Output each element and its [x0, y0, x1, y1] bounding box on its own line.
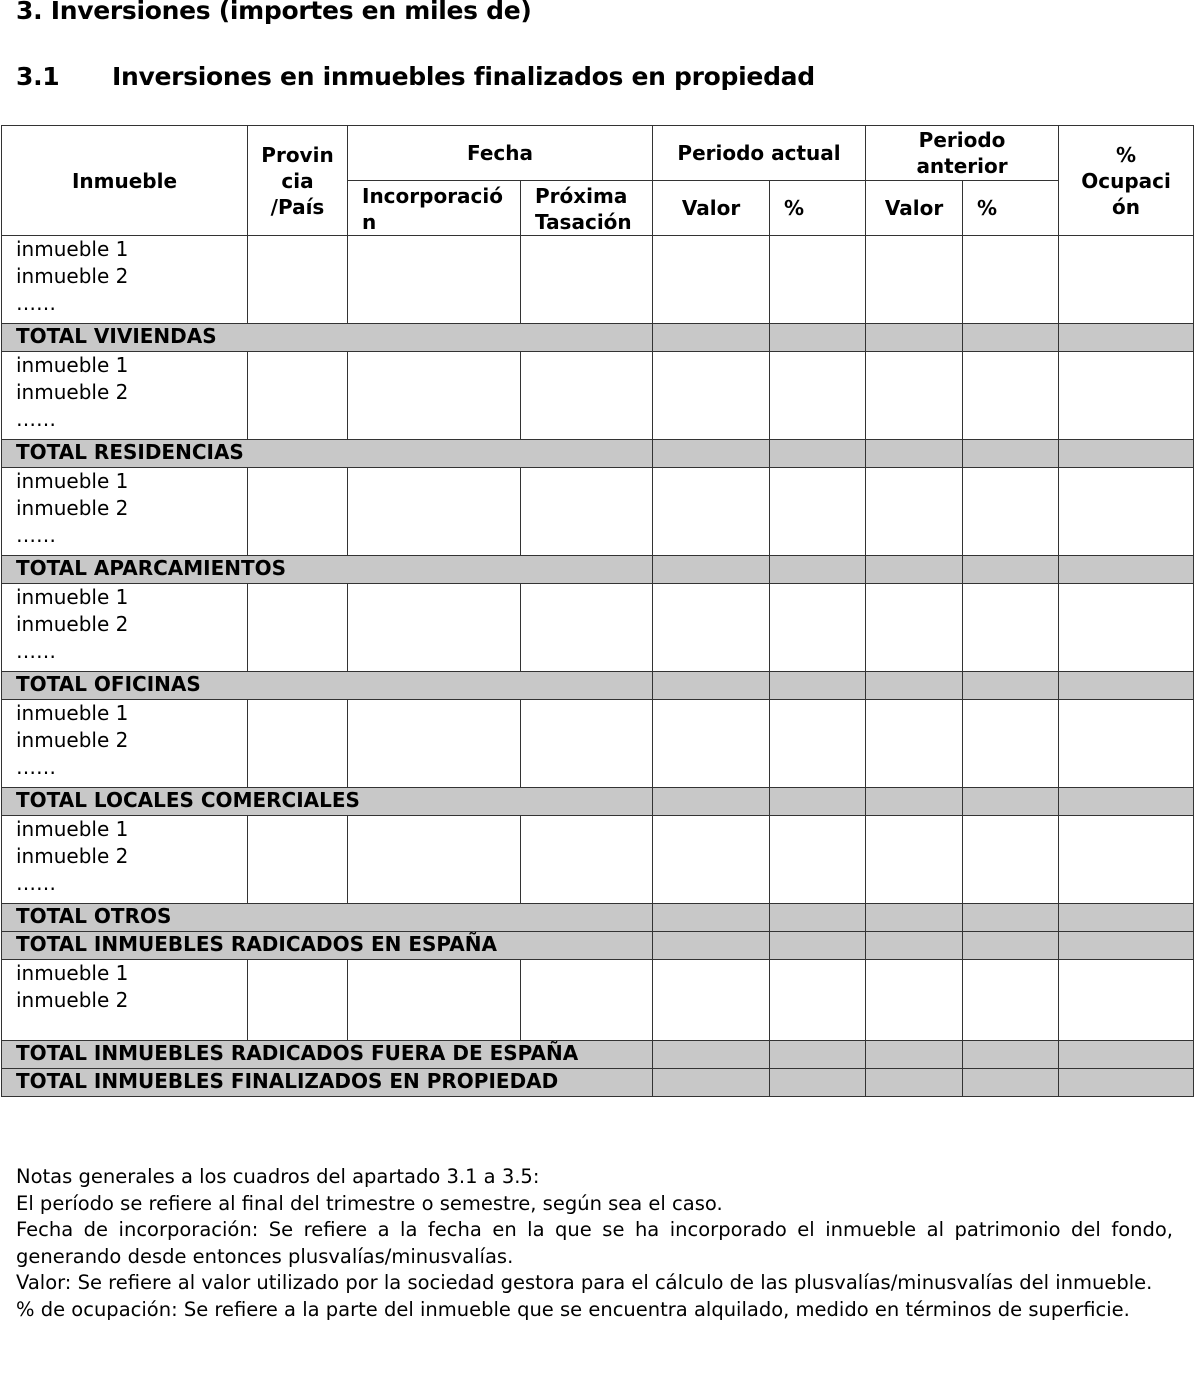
- total-cell[interactable]: [866, 932, 963, 960]
- total-cell[interactable]: [866, 1069, 963, 1097]
- item-name: inmueble 1: [16, 585, 129, 609]
- total-cell[interactable]: [866, 440, 963, 468]
- total-label: TOTAL INMUEBLES RADICADOS FUERA DE ESPAÑA: [2, 1041, 653, 1069]
- item-row: [2, 352, 1194, 440]
- empty-cell[interactable]: [866, 960, 963, 1041]
- empty-cell[interactable]: [248, 816, 348, 904]
- total-cell[interactable]: [963, 932, 1059, 960]
- empty-cell[interactable]: [963, 584, 1059, 672]
- item-name: inmueble 2: [16, 612, 129, 636]
- total-label: TOTAL INMUEBLES RADICADOS EN ESPAÑA: [2, 932, 653, 960]
- item-name: inmueble 2: [16, 988, 129, 1012]
- total-cell[interactable]: [1059, 672, 1194, 700]
- empty-cell[interactable]: [770, 816, 866, 904]
- empty-cell[interactable]: [653, 236, 770, 324]
- item-names-cell: [2, 816, 248, 904]
- empty-cell[interactable]: [770, 352, 866, 440]
- total-cell[interactable]: [770, 324, 866, 352]
- header-pct-actual: %: [770, 181, 866, 236]
- empty-cell[interactable]: [866, 352, 963, 440]
- empty-cell[interactable]: [653, 352, 770, 440]
- header-incorporacion: Incorporació n: [348, 181, 521, 236]
- empty-cell[interactable]: [866, 816, 963, 904]
- item-name: inmueble 2: [16, 264, 129, 288]
- empty-cell[interactable]: [348, 816, 521, 904]
- total-cell[interactable]: [653, 324, 770, 352]
- total-cell[interactable]: [653, 788, 770, 816]
- empty-cell[interactable]: [963, 352, 1059, 440]
- empty-cell[interactable]: [653, 468, 770, 556]
- total-cell[interactable]: [770, 672, 866, 700]
- item-name: ……: [16, 871, 56, 895]
- item-name: ……: [16, 407, 56, 431]
- total-cell[interactable]: [770, 1069, 866, 1097]
- item-row: [2, 816, 1194, 904]
- total-cell[interactable]: [770, 932, 866, 960]
- item-name: ……: [16, 291, 56, 315]
- header-ocupacion: % Ocupaci ón: [1059, 126, 1194, 236]
- empty-cell[interactable]: [248, 584, 348, 672]
- note-line: El período se refiere al final del trimestre o semestre, según sea el caso.: [16, 1191, 723, 1215]
- total-row: [2, 440, 1194, 468]
- total-cell[interactable]: [770, 904, 866, 932]
- total-cell[interactable]: [1059, 904, 1194, 932]
- empty-cell[interactable]: [521, 468, 653, 556]
- empty-cell[interactable]: [521, 236, 653, 324]
- total-row: [2, 672, 1194, 700]
- total-label: TOTAL OTROS: [2, 904, 653, 932]
- empty-cell[interactable]: [521, 352, 653, 440]
- item-name: inmueble 2: [16, 728, 129, 752]
- header-valor-actual: Valor: [653, 181, 770, 236]
- empty-cell[interactable]: [1059, 468, 1194, 556]
- empty-cell[interactable]: [348, 960, 521, 1041]
- empty-cell[interactable]: [1059, 816, 1194, 904]
- empty-cell[interactable]: [348, 584, 521, 672]
- total-cell[interactable]: [770, 440, 866, 468]
- total-cell[interactable]: [770, 1041, 866, 1069]
- note-line: % de ocupación: Se refiere a la parte del inmueble que se encuentra alquilado, medido en términos de superficie.: [16, 1297, 1130, 1321]
- header-pct-anterior: %: [963, 181, 1059, 236]
- item-name: inmueble 1: [16, 701, 129, 725]
- empty-cell[interactable]: [1059, 700, 1194, 788]
- note-line: Notas generales a los cuadros del apartado 3.1 a 3.5:: [16, 1165, 540, 1188]
- item-name: inmueble 1: [16, 961, 129, 985]
- empty-cell[interactable]: [963, 816, 1059, 904]
- note-line: Fecha de incorporación: Se refiere a la fecha en la que se ha incorporado el inmueble al patrimonio del fondo, generando desde entonces plusvalías/minusvalías.: [16, 1218, 1173, 1268]
- empty-cell[interactable]: [521, 584, 653, 672]
- empty-cell[interactable]: [1059, 352, 1194, 440]
- header-fecha: Fecha: [348, 126, 653, 181]
- empty-cell[interactable]: [248, 700, 348, 788]
- total-row: [2, 932, 1194, 960]
- total-cell[interactable]: [866, 904, 963, 932]
- total-cell[interactable]: [866, 788, 963, 816]
- empty-cell[interactable]: [521, 816, 653, 904]
- subsection-title: [16, 62, 815, 91]
- total-cell[interactable]: [770, 556, 866, 584]
- total-row: [2, 1041, 1194, 1069]
- total-row: [2, 904, 1194, 932]
- header-valor-anterior: Valor: [866, 181, 963, 236]
- empty-cell[interactable]: [653, 816, 770, 904]
- total-cell[interactable]: [963, 1041, 1059, 1069]
- item-name: inmueble 1: [16, 237, 129, 261]
- empty-cell[interactable]: [248, 468, 348, 556]
- total-row: [2, 556, 1194, 584]
- item-names-cell: [2, 468, 248, 556]
- empty-cell[interactable]: [653, 584, 770, 672]
- item-name: ……: [16, 755, 56, 779]
- note-line: Valor: Se refiere al valor utilizado por la sociedad gestora para el cálculo de las plusvalías/minusvalías del inmueble.: [16, 1271, 1153, 1295]
- total-cell[interactable]: [1059, 324, 1194, 352]
- empty-cell[interactable]: [348, 352, 521, 440]
- total-cell[interactable]: [653, 1069, 770, 1097]
- total-label: TOTAL LOCALES COMERCIALES: [2, 788, 653, 816]
- empty-cell[interactable]: [348, 468, 521, 556]
- total-cell[interactable]: [1059, 440, 1194, 468]
- total-label: TOTAL INMUEBLES FINALIZADOS EN PROPIEDAD: [2, 1069, 653, 1097]
- item-name: inmueble 2: [16, 496, 129, 520]
- empty-cell[interactable]: [866, 468, 963, 556]
- total-row: [2, 1069, 1194, 1097]
- item-names-cell: [2, 960, 248, 1041]
- item-names-cell: [2, 352, 248, 440]
- item-name: ……: [16, 523, 56, 547]
- total-cell[interactable]: [1059, 788, 1194, 816]
- total-cell[interactable]: [963, 556, 1059, 584]
- empty-cell[interactable]: [248, 236, 348, 324]
- total-label: TOTAL OFICINAS: [2, 672, 653, 700]
- section-title: 3. Inversiones (importes en miles de): [16, 0, 532, 25]
- item-name: inmueble 1: [16, 353, 129, 377]
- total-cell[interactable]: [866, 1041, 963, 1069]
- empty-cell[interactable]: [1059, 584, 1194, 672]
- total-cell[interactable]: [1059, 556, 1194, 584]
- empty-cell[interactable]: [963, 960, 1059, 1041]
- total-row: [2, 788, 1194, 816]
- total-cell[interactable]: [963, 672, 1059, 700]
- total-cell[interactable]: [866, 324, 963, 352]
- empty-cell[interactable]: [963, 700, 1059, 788]
- empty-cell[interactable]: [770, 960, 866, 1041]
- item-names-cell: [2, 236, 248, 324]
- total-cell[interactable]: [963, 440, 1059, 468]
- total-cell[interactable]: [866, 672, 963, 700]
- empty-cell[interactable]: [770, 468, 866, 556]
- item-name: inmueble 1: [16, 817, 129, 841]
- total-cell[interactable]: [963, 904, 1059, 932]
- item-row: [2, 468, 1194, 556]
- empty-cell[interactable]: [348, 236, 521, 324]
- empty-cell[interactable]: [866, 700, 963, 788]
- table-body: [2, 236, 1194, 1097]
- investments-table: [1, 125, 1194, 1097]
- total-cell[interactable]: [653, 932, 770, 960]
- item-row: [2, 700, 1194, 788]
- empty-cell[interactable]: [348, 700, 521, 788]
- subsection-number: 3.1: [16, 62, 60, 91]
- item-names-cell: [2, 700, 248, 788]
- empty-cell[interactable]: [963, 468, 1059, 556]
- total-cell[interactable]: [653, 1041, 770, 1069]
- total-label: TOTAL RESIDENCIAS: [2, 440, 653, 468]
- empty-cell[interactable]: [521, 700, 653, 788]
- item-name: inmueble 1: [16, 469, 129, 493]
- header-inmueble: Inmueble: [2, 126, 248, 236]
- item-row: [2, 960, 1194, 1041]
- empty-cell[interactable]: [770, 700, 866, 788]
- header-periodo-actual: Periodo actual: [653, 126, 866, 181]
- total-cell[interactable]: [963, 1069, 1059, 1097]
- total-cell[interactable]: [770, 788, 866, 816]
- total-cell[interactable]: [653, 556, 770, 584]
- total-cell[interactable]: [1059, 1041, 1194, 1069]
- total-cell[interactable]: [963, 788, 1059, 816]
- total-cell[interactable]: [866, 556, 963, 584]
- header-proxima-tasacion: Próxima Tasación: [521, 181, 653, 236]
- item-row: [2, 584, 1194, 672]
- empty-cell[interactable]: [1059, 960, 1194, 1041]
- total-row: [2, 324, 1194, 352]
- item-name: ……: [16, 639, 56, 663]
- empty-cell[interactable]: [963, 236, 1059, 324]
- total-label: TOTAL VIVIENDAS: [2, 324, 653, 352]
- empty-cell[interactable]: [521, 960, 653, 1041]
- item-name: inmueble 2: [16, 380, 129, 404]
- empty-cell[interactable]: [653, 960, 770, 1041]
- subsection-label: Inversiones en inmuebles finalizados en propiedad: [112, 62, 815, 91]
- total-label: TOTAL APARCAMIENTOS: [2, 556, 653, 584]
- total-cell[interactable]: [963, 324, 1059, 352]
- header-provincia: Provin cia /País: [248, 126, 348, 236]
- total-cell[interactable]: [653, 440, 770, 468]
- total-cell[interactable]: [1059, 932, 1194, 960]
- total-cell[interactable]: [1059, 1069, 1194, 1097]
- header-periodo-anterior: Periodo anterior: [866, 126, 1059, 181]
- empty-cell[interactable]: [1059, 236, 1194, 324]
- item-names-cell: [2, 584, 248, 672]
- general-notes: [16, 1164, 1173, 1324]
- empty-cell[interactable]: [653, 700, 770, 788]
- empty-cell[interactable]: [866, 584, 963, 672]
- empty-cell[interactable]: [248, 960, 348, 1041]
- total-cell[interactable]: [653, 904, 770, 932]
- empty-cell[interactable]: [248, 352, 348, 440]
- empty-cell[interactable]: [770, 236, 866, 324]
- empty-cell[interactable]: [770, 584, 866, 672]
- item-name: inmueble 2: [16, 844, 129, 868]
- item-row: [2, 236, 1194, 324]
- empty-cell[interactable]: [866, 236, 963, 324]
- total-cell[interactable]: [653, 672, 770, 700]
